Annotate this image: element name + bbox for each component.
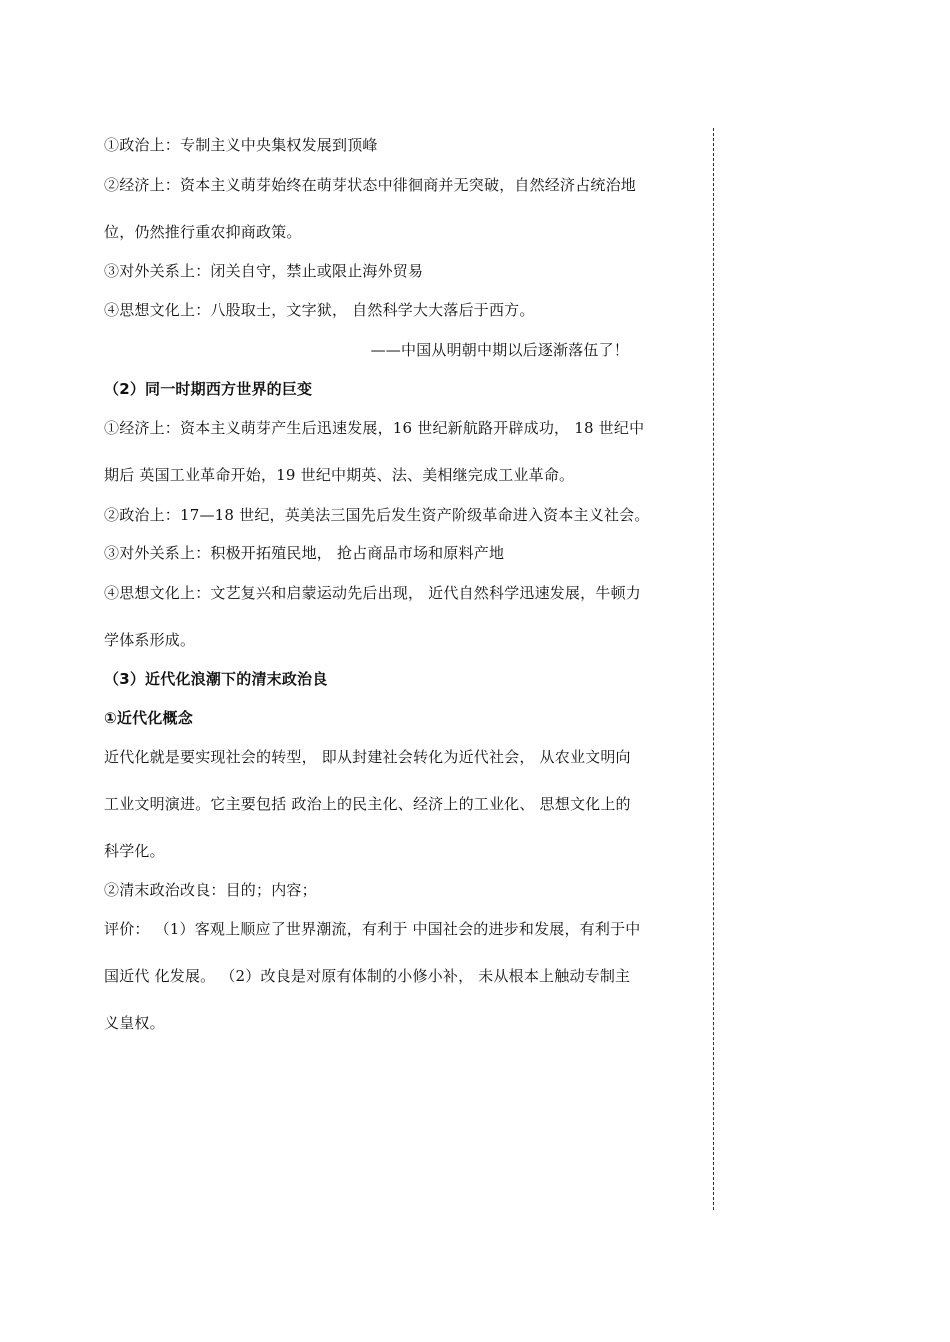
west-foreign-relations-item: ③对外关系上：积极开拓殖民地， 抢占商品市场和原料产地 <box>104 544 505 562</box>
conclusion-line: ——中国从明朝中期以后逐渐落伍了！ <box>370 341 629 359</box>
west-politics-item: ②政治上：17—18 世纪，英美法三国先后发生资产阶级革命进入资本主义社会。 <box>104 506 650 524</box>
section-heading-late-qing-reform: （3）近代化浪潮下的清末政治良 <box>104 670 328 688</box>
west-culture-line-2: 学体系形成。 <box>104 631 196 649</box>
politics-item: ①政治上：专制主义中央集权发展到顶峰 <box>104 136 378 154</box>
west-culture-line-1: ④思想文化上：文艺复兴和启蒙运动先后出现， 近代自然科学迅速发展，牛顿力 <box>104 584 641 602</box>
west-economy-line-1: ①经济上：资本主义萌芽产生后迅速发展，16 世纪新航路开辟成功， 18 世纪中 <box>104 419 645 437</box>
culture-item: ④思想文化上：八股取士，文字狱， 自然科学大大落后于西方。 <box>104 301 535 319</box>
evaluation-line-1: 评价： （1）客观上顺应了世界潮流，有利于 中国社会的进步和发展，有利于中 <box>104 920 641 938</box>
foreign-relations-item: ③对外关系上：闭关自守，禁止或限止海外贸易 <box>104 262 424 280</box>
modernization-paragraph-line-1: 近代化就是要实现社会的转型， 即从封建社会转化为近代社会， 从农业文明向 <box>104 748 631 766</box>
evaluation-line-2: 国近代 化发展。 （2）改良是对原有体制的小修小补， 未从根本上触动专制主 <box>104 967 631 985</box>
dashed-cut-line <box>713 128 714 1210</box>
economy-item-line-2: 位，仍然推行重农抑商政策。 <box>104 223 302 241</box>
west-economy-line-2: 期后 英国工业革命开始，19 世纪中期英、法、美相继完成工业革命。 <box>104 466 575 484</box>
modernization-paragraph-line-2: 工业文明演进。它主要包括 政治上的民主化、经济上的工业化、 思想文化上的 <box>104 795 631 813</box>
evaluation-line-3: 义皇权。 <box>104 1014 165 1032</box>
subheading-modernization-concept: ①近代化概念 <box>104 709 193 727</box>
modernization-paragraph-line-3: 科学化。 <box>104 842 165 860</box>
economy-item-line-1: ②经济上：资本主义萌芽始终在萌芽状态中徘徊商并无突破，自然经济占统治地 <box>104 176 637 194</box>
qing-reform-line: ②清末政治改良：目的；内容； <box>104 881 317 899</box>
section-heading-western-world: （2）同一时期西方世界的巨变 <box>104 380 313 398</box>
